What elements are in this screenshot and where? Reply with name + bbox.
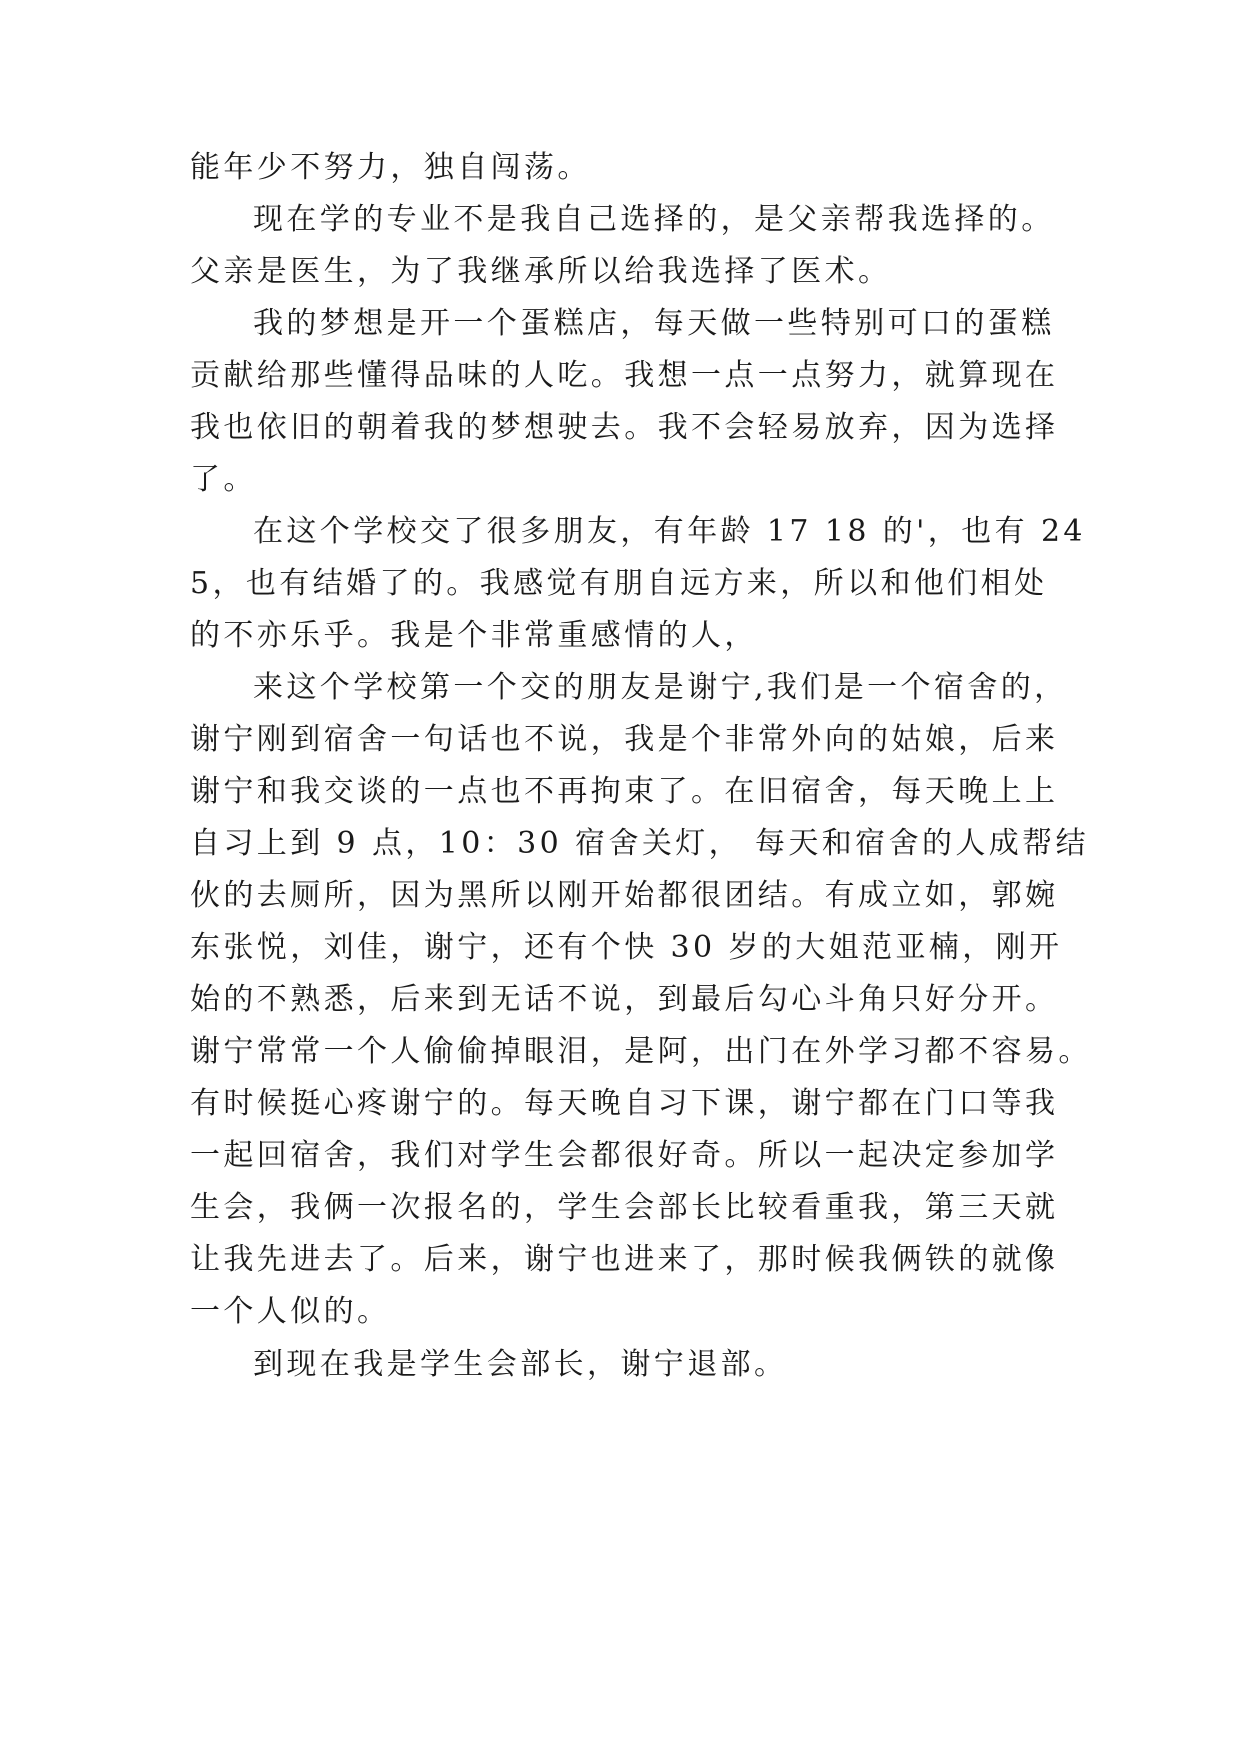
text-line: 东张悦，刘佳，谢宁，还有个快 30 岁的大姐范亚楠，刚开 bbox=[190, 930, 1063, 965]
text-line: 有时候挺心疼谢宁的。每天晚自习下课，谢宁都在门口等我 bbox=[190, 1086, 1059, 1121]
text-line: 了。 bbox=[190, 462, 257, 497]
text-line: 我也依旧的朝着我的梦想驶去。我不会轻易放弃，因为选择 bbox=[190, 410, 1059, 445]
paragraph-start: 到现在我是学生会部长，谢宁退部。 bbox=[253, 1347, 788, 1382]
paragraph-start: 在这个学校交了很多朋友，有年龄 17 18 的'，也有 24 bbox=[253, 514, 1086, 549]
text-line: 自习上到 9 点，10：30 宿舍关灯， 每天和宿舍的人成帮结 bbox=[190, 826, 1089, 861]
text-line: 贡献给那些懂得品味的人吃。我想一点一点努力，就算现在 bbox=[190, 358, 1059, 393]
text-line: 的不亦乐乎。我是个非常重感情的人， bbox=[190, 618, 758, 653]
text-line: 始的不熟悉，后来到无话不说，到最后勾心斗角只好分开。 bbox=[190, 982, 1059, 1017]
text-line: 伙的去厕所，因为黑所以刚开始都很团结。有成立如，郭婉 bbox=[190, 878, 1059, 913]
paragraph-start: 来这个学校第一个交的朋友是谢宁,我们是一个宿舍的， bbox=[253, 670, 1068, 705]
text-line: 能年少不努力，独自闯荡。 bbox=[190, 150, 591, 185]
text-line: 一个人似的。 bbox=[190, 1294, 391, 1329]
text-line: 生会，我俩一次报名的，学生会部长比较看重我，第三天就 bbox=[190, 1190, 1059, 1225]
paragraph-start: 我的梦想是开一个蛋糕店，每天做一些特别可口的蛋糕 bbox=[253, 306, 1055, 341]
paragraph-start: 现在学的专业不是我自己选择的，是父亲帮我选择的。 bbox=[253, 202, 1055, 237]
text-line: 谢宁和我交谈的一点也不再拘束了。在旧宿舍，每天晚上上 bbox=[190, 774, 1059, 809]
text-line: 父亲是医生，为了我继承所以给我选择了医术。 bbox=[190, 254, 892, 289]
text-line: 谢宁刚到宿舍一句话也不说，我是个非常外向的姑娘，后来 bbox=[190, 722, 1059, 757]
text-line: 一起回宿舍，我们对学生会都很好奇。所以一起决定参加学 bbox=[190, 1138, 1059, 1173]
text-line: 谢宁常常一个人偷偷掉眼泪，是阿，出门在外学习都不容易。 bbox=[190, 1034, 1092, 1069]
text-line: 让我先进去了。后来，谢宁也进来了，那时候我俩铁的就像 bbox=[190, 1242, 1059, 1277]
text-line: 5，也有结婚了的。我感觉有朋自远方来，所以和他们相处 bbox=[190, 566, 1048, 601]
